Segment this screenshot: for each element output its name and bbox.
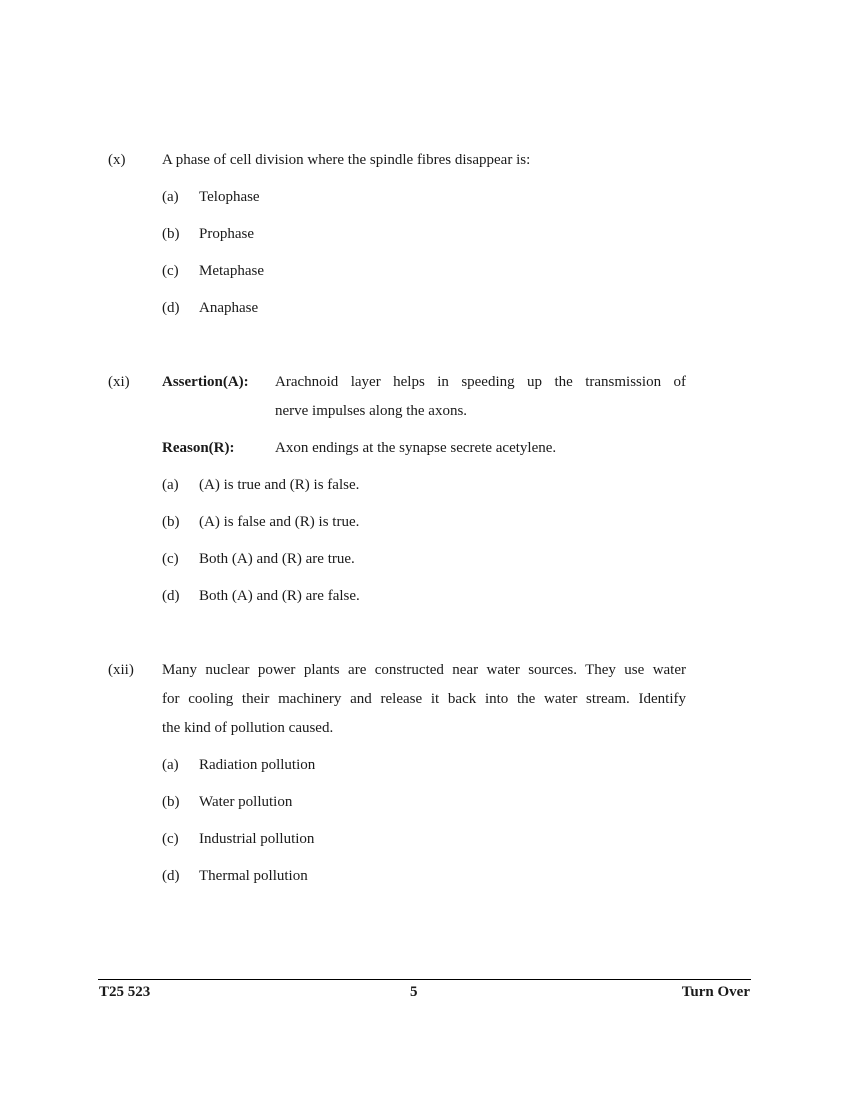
option-text: (A) is false and (R) is true.	[199, 514, 360, 530]
option-letter: (d)	[162, 300, 180, 316]
option-letter: (b)	[162, 794, 180, 810]
assertion-line: nerve impulses along the axons.	[275, 403, 468, 419]
assertion-label: Assertion(A):	[162, 374, 249, 390]
footer-divider	[98, 979, 751, 980]
assertion-line: Arachnoid layer helps in speeding up the transmission of	[275, 374, 686, 390]
option-letter: (c)	[162, 263, 179, 279]
option-text: Thermal pollution	[199, 868, 308, 884]
option-text: Metaphase	[199, 263, 264, 279]
option-text: Industrial pollution	[199, 831, 315, 847]
option-letter: (c)	[162, 551, 179, 567]
page-number: 5	[410, 984, 418, 1000]
option-letter: (a)	[162, 757, 179, 773]
option-text: Water pollution	[199, 794, 293, 810]
option-letter: (c)	[162, 831, 179, 847]
option-letter: (b)	[162, 514, 180, 530]
option-text: Anaphase	[199, 300, 259, 316]
question-line: Many nuclear power plants are constructed near water sources. They use water	[162, 662, 686, 678]
option-letter: (a)	[162, 189, 179, 205]
question-line: the kind of pollution caused.	[162, 720, 334, 736]
question-number: (x)	[108, 152, 126, 168]
question-number: (xi)	[108, 374, 130, 390]
reason-text: Axon endings at the synapse secrete acetylene.	[275, 440, 557, 456]
option-text: Telophase	[199, 189, 260, 205]
option-letter: (d)	[162, 868, 180, 884]
paper-code: T25 523	[99, 984, 151, 1000]
option-text: Both (A) and (R) are true.	[199, 551, 355, 567]
assertion-text	[275, 368, 686, 426]
question-text: A phase of cell division where the spindle fibres disappear is:	[162, 152, 531, 168]
option-letter: (a)	[162, 477, 179, 493]
question-number: (xii)	[108, 662, 134, 678]
option-text: (A) is true and (R) is false.	[199, 477, 360, 493]
question-text	[162, 656, 686, 743]
option-text: Both (A) and (R) are false.	[199, 588, 360, 604]
option-text: Radiation pollution	[199, 757, 316, 773]
reason-label: Reason(R):	[162, 440, 235, 456]
option-letter: (b)	[162, 226, 180, 242]
question-line: for cooling their machinery and release it back into the water stream. Identify	[162, 691, 686, 707]
option-text: Prophase	[199, 226, 254, 242]
turn-over-label: Turn Over	[681, 984, 750, 1000]
option-letter: (d)	[162, 588, 180, 604]
